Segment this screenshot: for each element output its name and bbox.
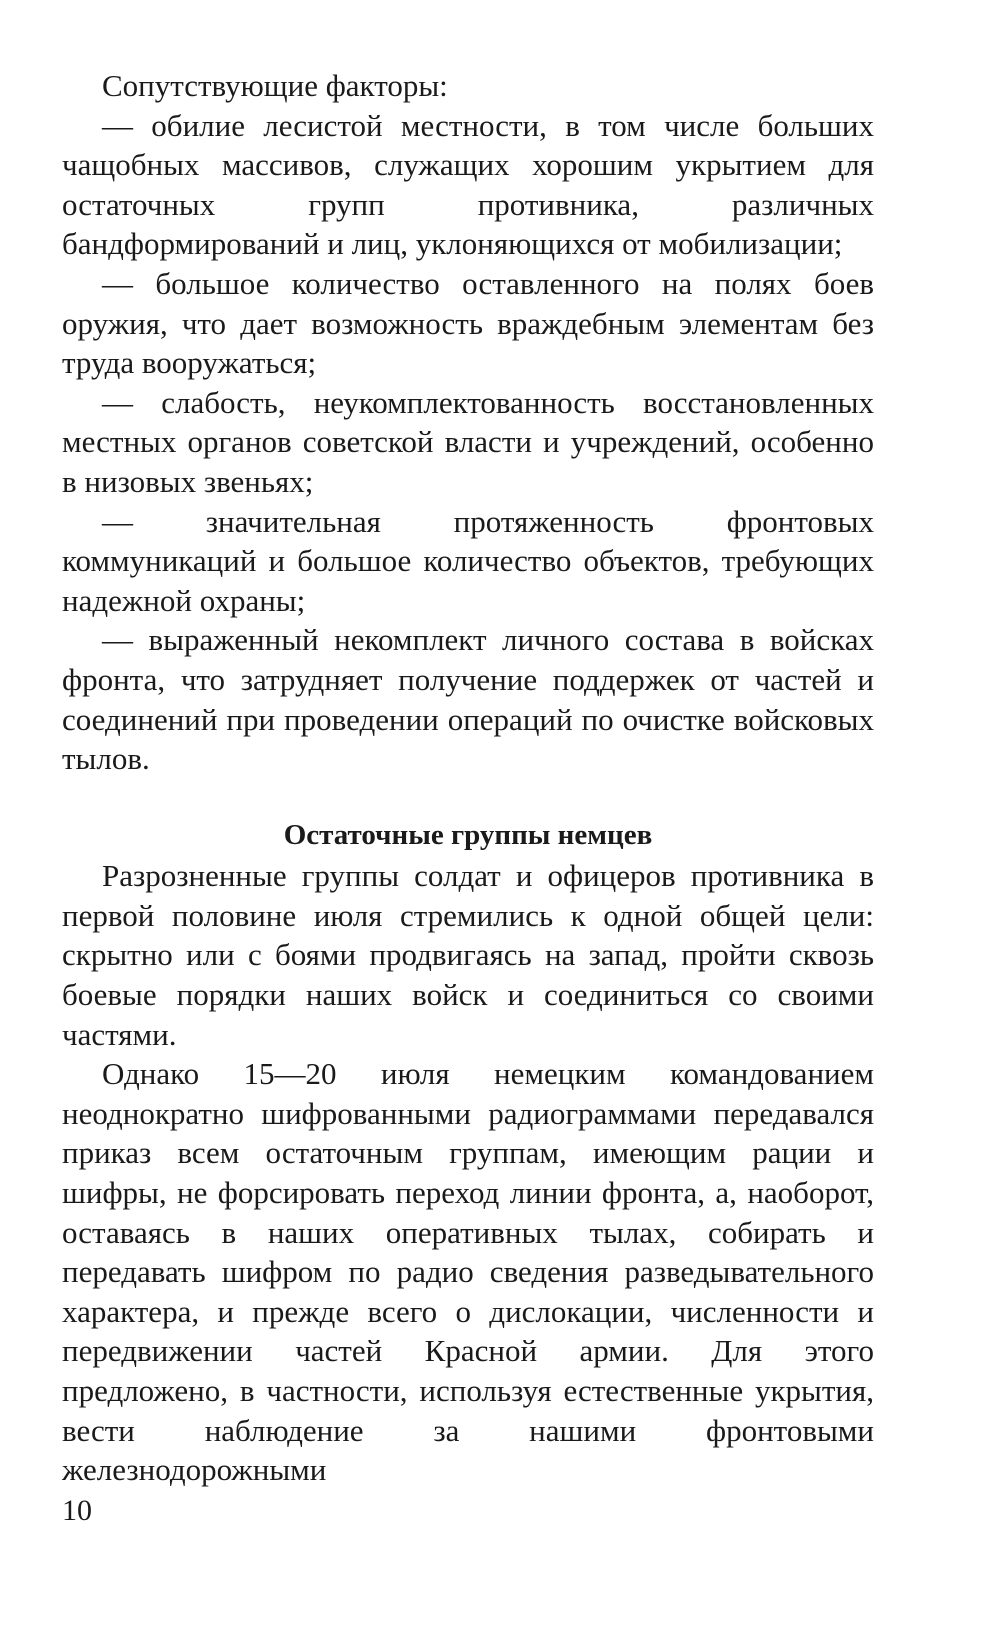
factor-item: — большое количество оставленного на полях боев оружия, что дает возможность враждебным элементам без труда вооружаться;	[62, 265, 874, 381]
factor-item: — значительная протяженность фронтовых коммуникаций и большое количество объектов, требующих надежной охраны;	[62, 503, 874, 618]
intro-line: Сопутствующие факторы:	[102, 68, 448, 103]
page-number: 10	[62, 1494, 92, 1527]
factor-item: — слабость, неукомплектованность восстановленных местных органов советской власти и учреждений, особенно в низовых звеньях;	[62, 384, 874, 499]
factor-item: — выраженный некомплект личного состава в войсках фронта, что затрудняет получение поддержек от частей и соединений при проведении операций по очистке войсковых тылов.	[62, 622, 874, 777]
factor-item: — обилие лесистой местности, в том числе больших чащобных массивов, служащих хорошим укрытием для остаточных групп противника, различных бандформирований и лиц, уклоняющихся от мобилизации;	[62, 107, 874, 262]
section-paragraph: Однако 15—20 июля немецким командованием неоднократно шифрованными радиограммами передавался приказ всем остаточным группам, имеющим рации и шифры, не форсировать переход линии фронта, а, наоборот, оставаясь в наших оперативных тылах, собирать и передавать шифром по радио сведения разведывательного характера, и прежде всего о дислокации, численности и передвижении частей Красной армии. Для этого предложено, в частности, используя естественные укрытия, вести наблюдение за нашими фронтовыми железнодорожными	[62, 1056, 874, 1488]
section-paragraph: Разрозненные группы солдат и офицеров противника в первой половине июля стремились к одной общей цели: скрытно или с боями продвигаясь на запад, пройти сквозь боевые порядки наших войск и соединиться со своими частями.	[62, 858, 874, 1052]
page-body	[62, 66, 874, 1490]
section-heading: Остаточные группы немцев	[283, 818, 653, 851]
